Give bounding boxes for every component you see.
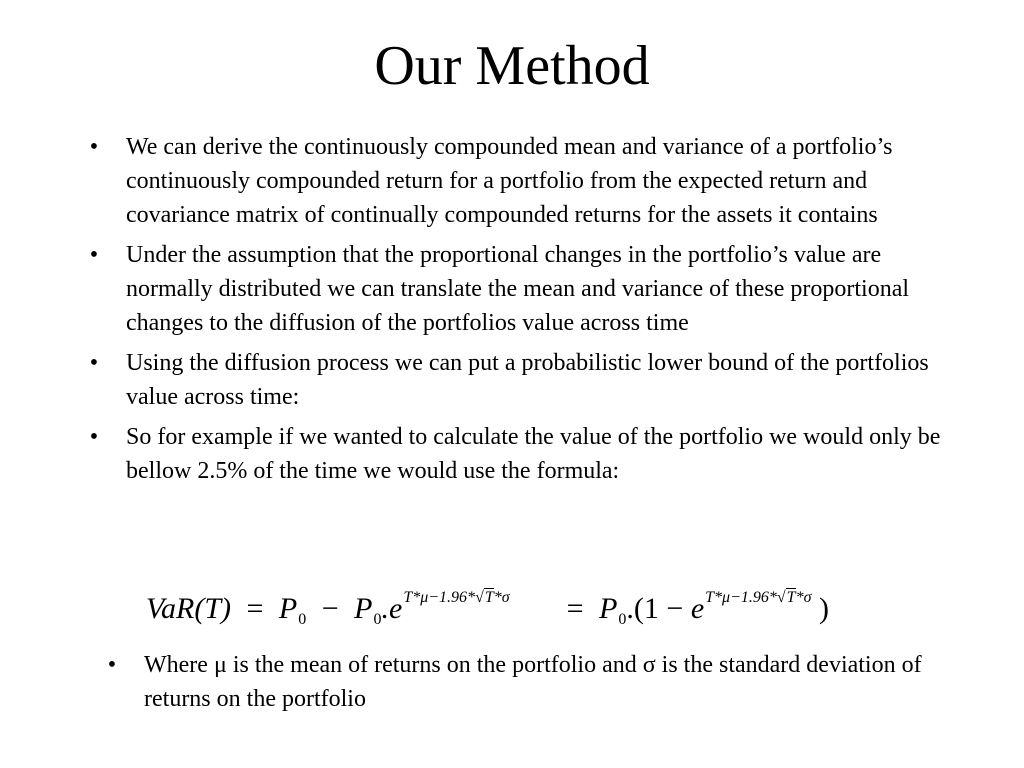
formula-dot-e: .e bbox=[381, 592, 403, 625]
bullet-dot: • bbox=[89, 424, 99, 450]
formula-exponent bbox=[403, 589, 509, 606]
formula-open-term: .(1 bbox=[626, 592, 659, 625]
bullet-item bbox=[84, 130, 944, 232]
sqrt-argument: T bbox=[786, 589, 796, 606]
formula-subscript: 0 bbox=[298, 611, 307, 628]
note-list bbox=[102, 648, 942, 716]
formula-p: P bbox=[278, 592, 298, 625]
exponent-post: *σ bbox=[795, 589, 812, 606]
formula-lhs: VaR(T) bbox=[146, 592, 231, 625]
exponent-pre: T*μ−1.96* bbox=[705, 589, 777, 606]
bullet-text: We can derive the continuously compounded mean and variance of a portfolio’s continuously compounded return for a portfolio from the expected return and covariance matrix of continually compounded returns for the assets it contains bbox=[126, 134, 893, 228]
bullet-list bbox=[84, 130, 944, 494]
formula-exponent bbox=[705, 589, 811, 606]
bullet-text: Using the diffusion process we can put a probabilistic lower bound of the portfolios value across time: bbox=[126, 350, 929, 410]
formula-subscript: 0 bbox=[618, 611, 627, 628]
formula-e: e bbox=[690, 592, 705, 625]
bullet-text: So for example if we wanted to calculate the value of the portfolio we would only be bellow 2.5% of the time we would use the formula: bbox=[126, 424, 941, 484]
formula-equals: = bbox=[566, 592, 584, 625]
bullet-dot: • bbox=[107, 652, 117, 678]
formula-minus: − bbox=[321, 592, 339, 625]
bullet-dot: • bbox=[89, 134, 99, 160]
formula-equals: = bbox=[246, 592, 264, 625]
exponent-post: *σ bbox=[493, 589, 510, 606]
formula-p: P bbox=[354, 592, 373, 625]
sqrt-sign: √ bbox=[475, 589, 484, 606]
slide-title: Our Method bbox=[374, 35, 650, 97]
formula-close-paren: ) bbox=[818, 592, 829, 625]
var-formula bbox=[146, 578, 829, 640]
sqrt-sign: √ bbox=[776, 589, 786, 606]
note-item bbox=[102, 648, 942, 716]
formula-p: P bbox=[599, 592, 618, 625]
bullet-text: Under the assumption that the proportional changes in the portfolio’s value are normally distributed we can translate the mean and variance of these proportional changes to the diffusion of the portfolios value across time bbox=[126, 242, 910, 336]
bullet-item bbox=[84, 420, 944, 488]
exponent-pre: T*μ−1.96* bbox=[403, 589, 476, 606]
bullet-item bbox=[84, 238, 944, 340]
bullet-dot: • bbox=[89, 242, 99, 268]
note-text: Where μ is the mean of returns on the portfolio and σ is the standard deviation of returns on the portfolio bbox=[144, 652, 922, 712]
bullet-dot: • bbox=[89, 350, 99, 376]
sqrt-argument: T bbox=[484, 589, 494, 606]
bullet-item bbox=[84, 346, 944, 414]
formula-minus: − bbox=[666, 592, 684, 625]
formula-subscript: 0 bbox=[373, 611, 382, 628]
